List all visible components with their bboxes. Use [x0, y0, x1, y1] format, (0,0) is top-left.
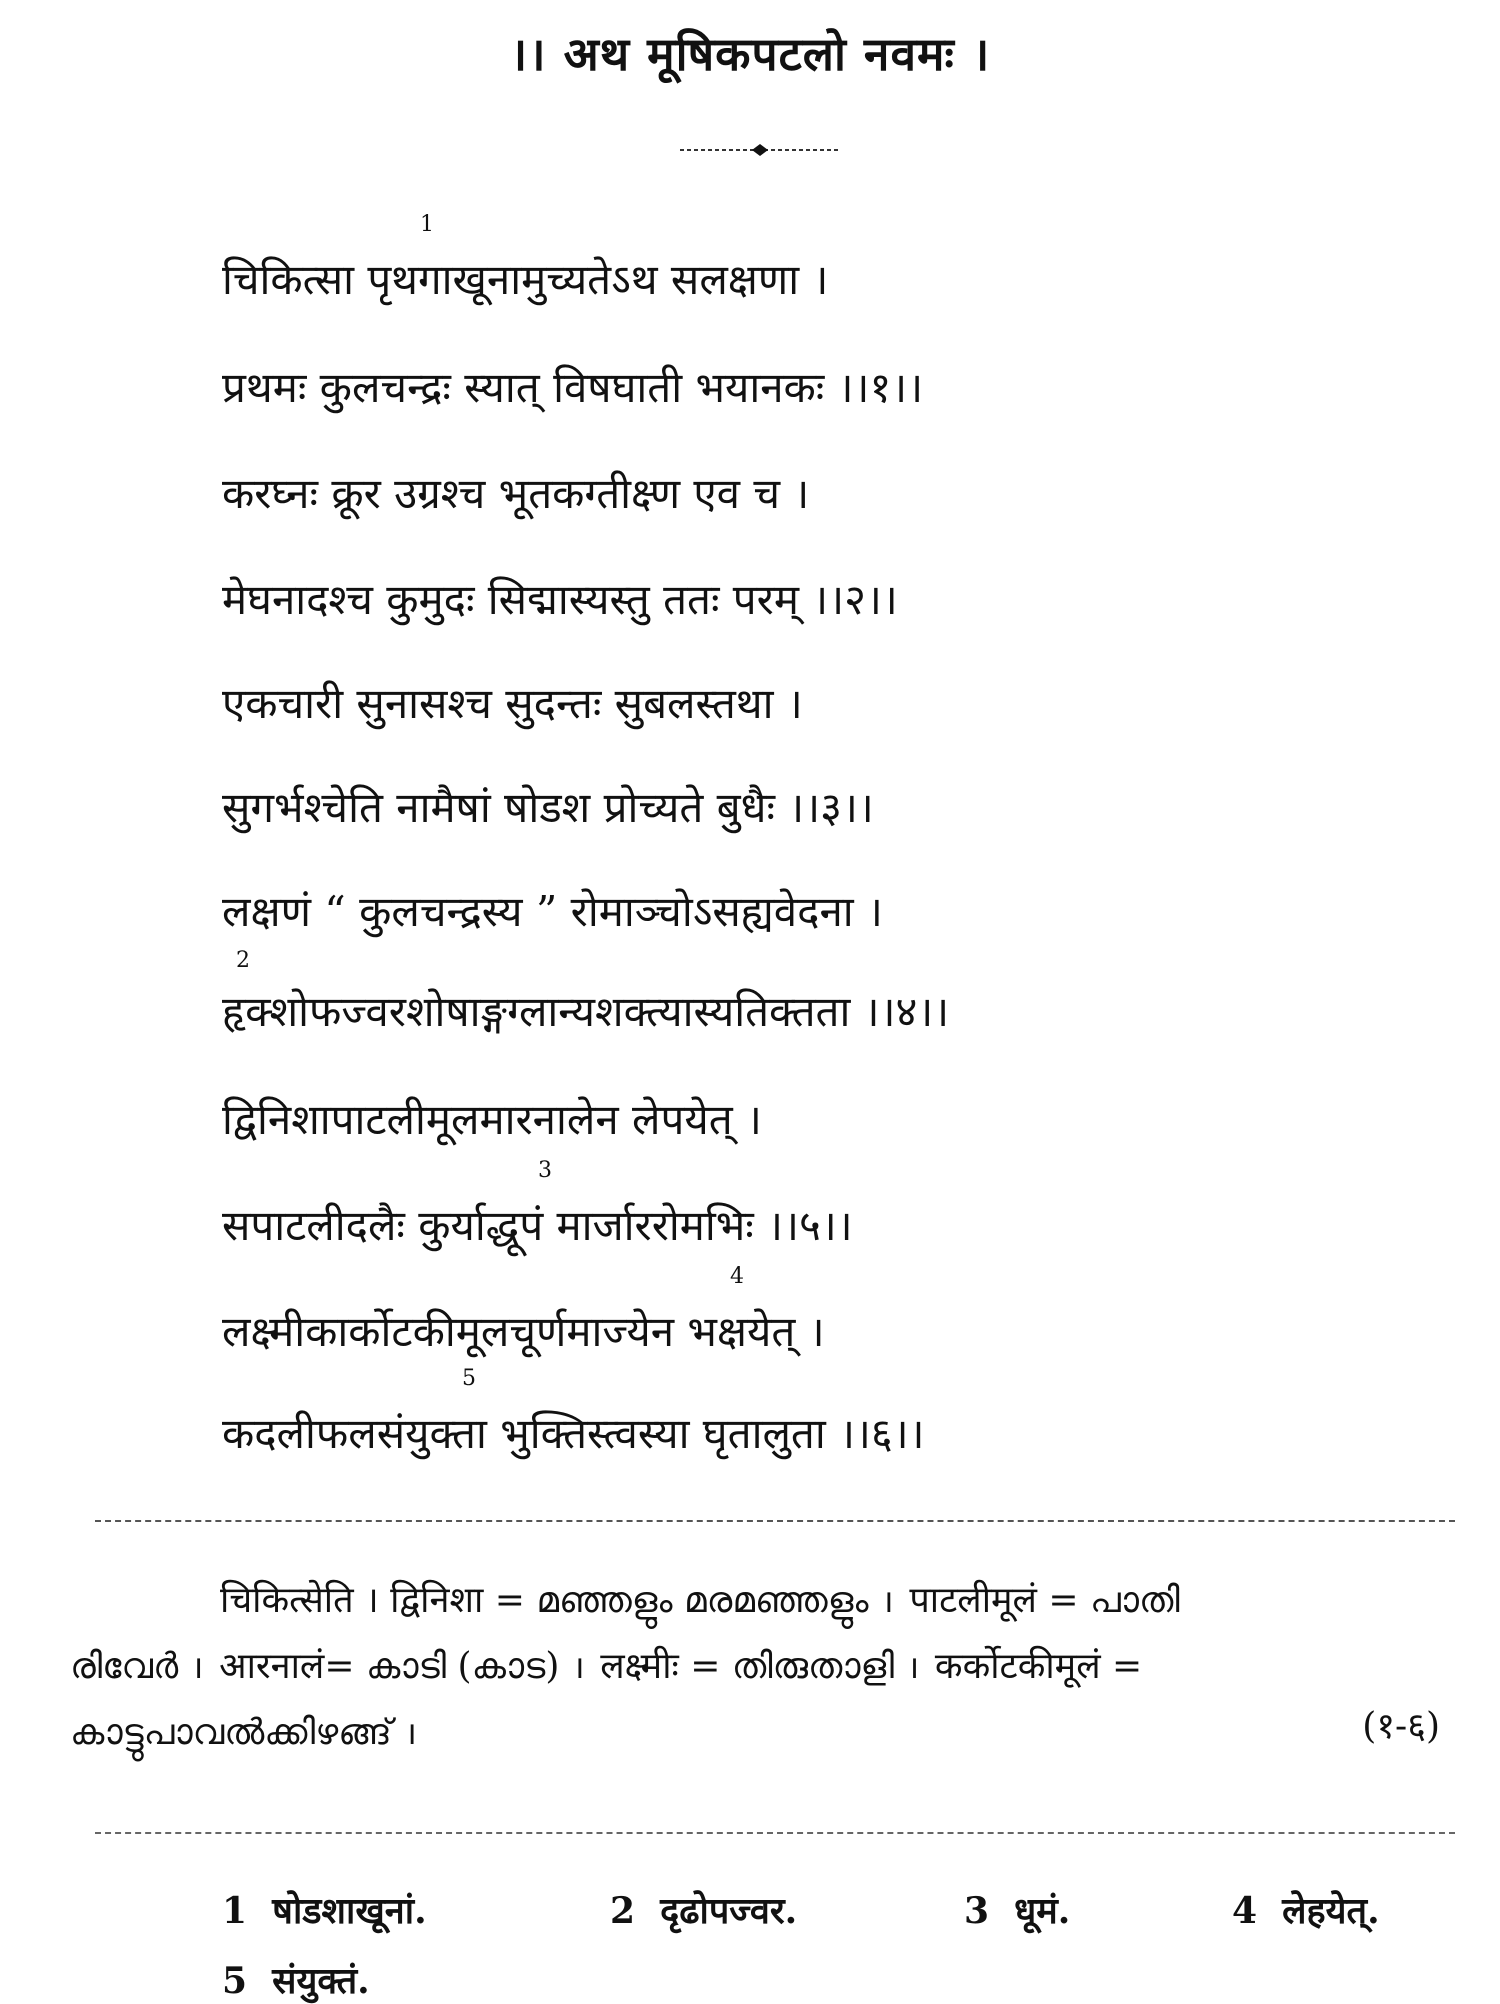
verse-line: सपाटलीदलैः कुर्याद्धूपं मार्जाररोमभिः ।।५।। [222, 1201, 853, 1250]
footnote-item: 1 षोडशाखूनां. [222, 1890, 427, 1932]
footnote-marker: 4 [730, 1264, 744, 1289]
verse-line: करघ्नः क्रूर उग्रश्च भूतकग्तीक्ष्ण एव च । [222, 469, 810, 518]
verse-line: सुगर्भश्चेति नामैषां षोडश प्रोच्यते बुधैः ।।३।। [222, 783, 874, 832]
footnote-marker: 3 [538, 1158, 552, 1183]
section-divider [95, 1520, 1455, 1522]
verse-line: द्विनिशापाटलीमूलमारनालेन लेपयेत् । [222, 1095, 762, 1144]
verse-line: मेघनादश्च कुमुदः सिद्मास्यस्तु ततः परम् ।।२।। [222, 575, 898, 624]
footnote-item: 3 धूमं. [964, 1890, 1071, 1932]
verse-line: लक्ष्मीकार्कोटकीमूलचूर्णमाज्येन भक्षयेत् । [222, 1307, 825, 1356]
verse-line: लक्षणं “ कुलचन्द्रस्य ” रोमाञ्चोऽसह्यवेदना । [222, 887, 883, 936]
footnote-item: 2 दृढोपज्वर. [610, 1890, 798, 1932]
footnote-marker: 5 [462, 1366, 476, 1391]
verse-line: एकचारी सुनासश्च सुदन्तः सुबलस्तथा । [222, 679, 803, 728]
footnote-marker: 1 [420, 212, 434, 237]
verse-line: चिकित्सा पृथगाखूनामुच्यतेऽथ सलक्षणा । [222, 255, 829, 304]
verse-line: हृक्शोफज्वरशोषाङ्गग्लान्यशक्त्यास्यतिक्तता ।।४।। [222, 987, 950, 1036]
chapter-title: ।। अथ मूषिकपटलो नवमः । [509, 27, 991, 81]
commentary [70, 1568, 1460, 1768]
commentary-line: രിവേർ । आरनालं= കാടി (കാട) । लक्ष्मीः = തിരുതാളി । कर्कोटकीमूलं = [70, 1646, 1143, 1687]
verse-range: (१-६) [1362, 1706, 1440, 1747]
footnote-item: 4 लेहयेत्. [1232, 1890, 1380, 1932]
title-ornament [680, 140, 840, 160]
footnote-marker: 2 [236, 948, 250, 973]
footnote-item: 5 संयुक्तं. [222, 1960, 370, 2002]
verse-line: कदलीफलसंयुक्ता भुक्तिस्त्वस्या घृतालुता ।।६।। [222, 1409, 925, 1458]
commentary-line: കാട്ടുപാവൽക്കിഴങ്ങ് । [70, 1712, 422, 1753]
section-divider [95, 1832, 1455, 1834]
verse-line: प्रथमः कुलचन्द्रः स्यात् विषघाती भयानकः ।।१।। [222, 363, 924, 412]
commentary-line: चिकित्सेति । द्विनिशा = മഞ്ഞളും മരമഞ്ഞളും । पाटलीमूलं = പാതി [220, 1580, 1180, 1621]
